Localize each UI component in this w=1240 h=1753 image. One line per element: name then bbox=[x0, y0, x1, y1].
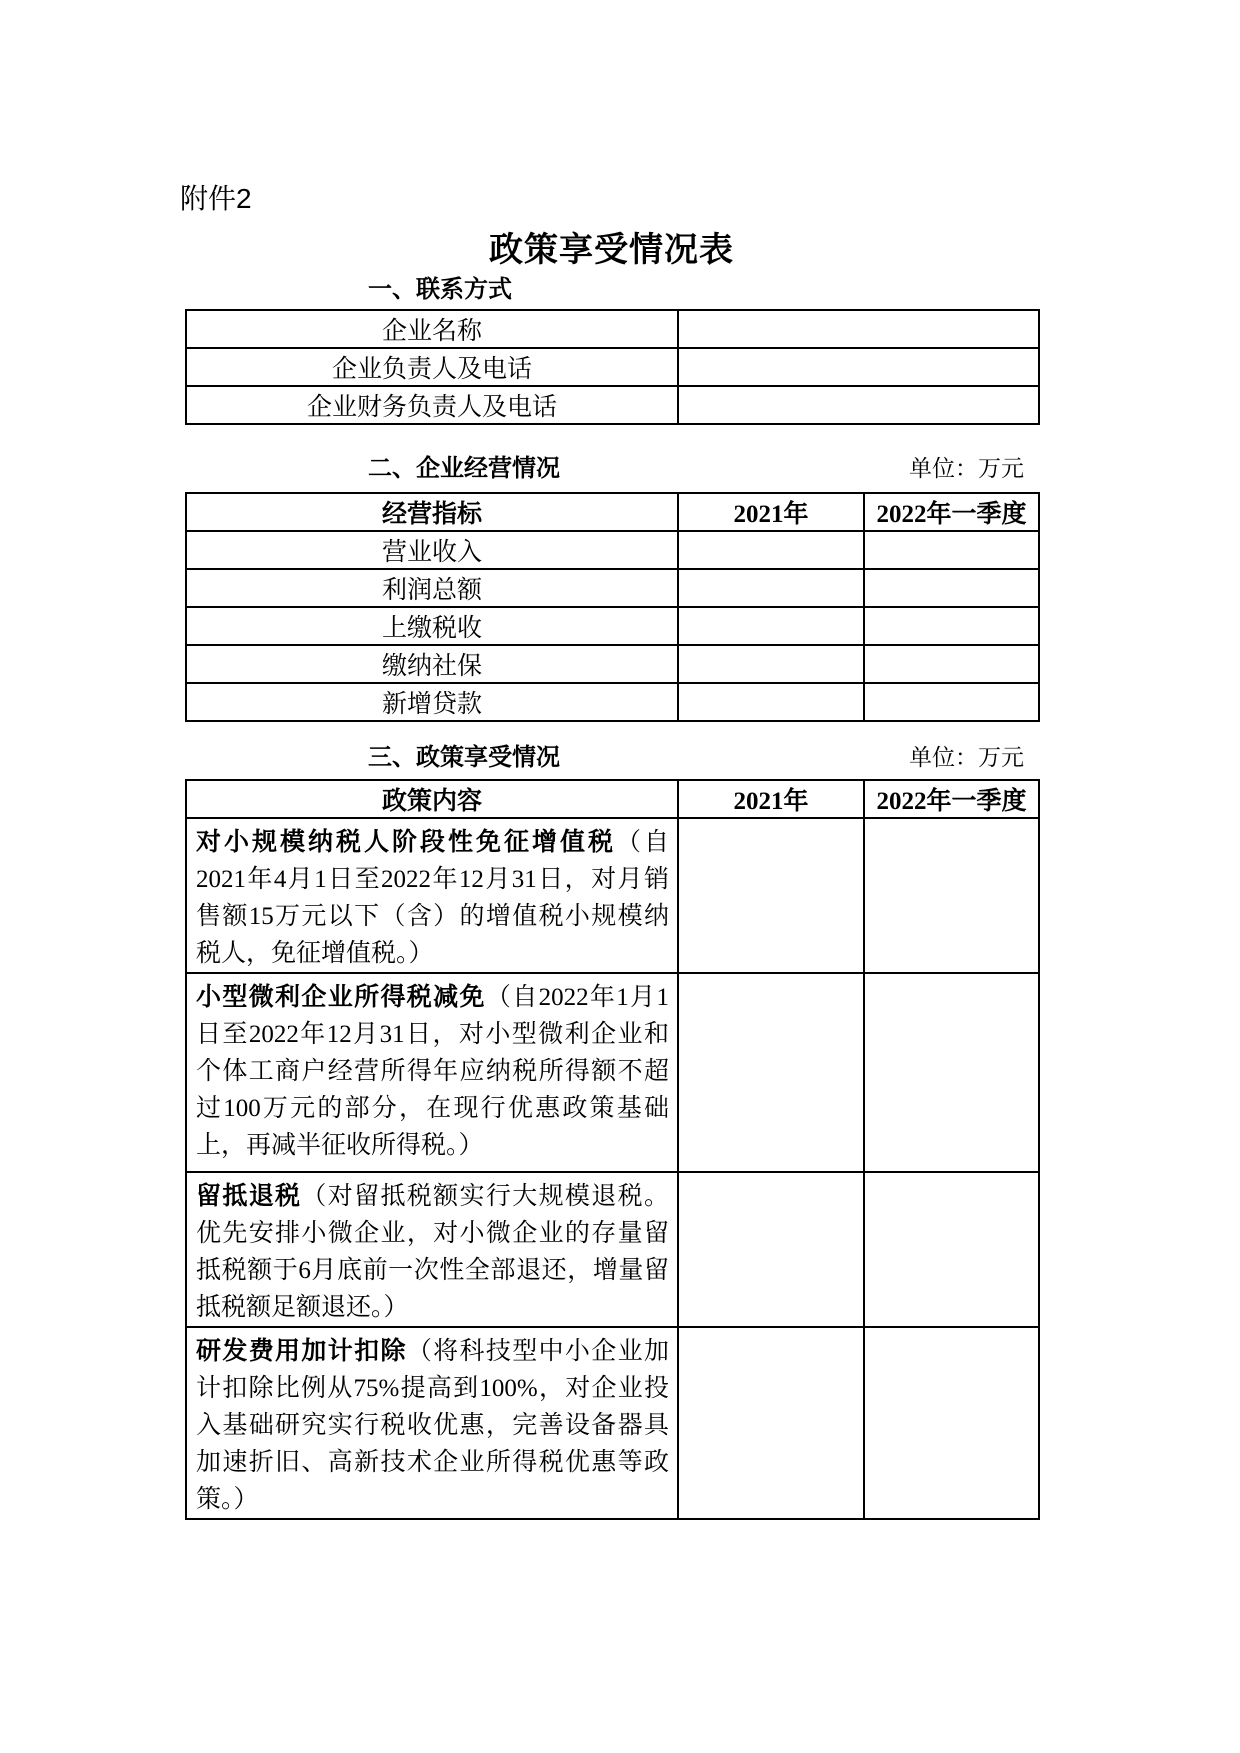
policy-col-header-2021: 2021年 bbox=[678, 780, 864, 818]
section-policy-heading-row bbox=[185, 744, 1038, 772]
contact-label-manager-phone: 企业负责人及电话 bbox=[186, 348, 678, 386]
table-row bbox=[186, 645, 1039, 683]
policy-row-credit-refund bbox=[186, 1172, 1039, 1327]
operating-value-profit-2021[interactable] bbox=[678, 569, 864, 607]
policy-col-header-content: 政策内容 bbox=[186, 780, 678, 818]
policy-row-rd-deduction bbox=[186, 1327, 1039, 1519]
operating-value-profit-2022q1[interactable] bbox=[864, 569, 1039, 607]
policy-col-header-2022q1: 2022年一季度 bbox=[864, 780, 1039, 818]
section-contact-heading-row bbox=[185, 276, 1038, 304]
operating-value-new-loans-2021[interactable] bbox=[678, 683, 864, 721]
policy-value-vat-2021[interactable] bbox=[678, 818, 864, 973]
policy-row-vat-exemption bbox=[186, 818, 1039, 973]
policy-description: （自2022年1月1日至2022年12月31日，对小型微利企业和个体工商户经营所得年应纳税所得额不超过100万元的部分，在现行优惠政策基础上，再减半征收所得税。） bbox=[196, 984, 669, 1159]
policy-value-rd-deduction-2022q1[interactable] bbox=[864, 1327, 1039, 1519]
policy-text-vat-exemption bbox=[186, 818, 678, 973]
operating-col-header-indicator: 经营指标 bbox=[186, 493, 678, 531]
policy-value-rd-deduction-2021[interactable] bbox=[678, 1327, 864, 1519]
page-title: 政策享受情况表 bbox=[489, 232, 734, 269]
operating-label-revenue: 营业收入 bbox=[186, 531, 678, 569]
operating-label-social-security: 缴纳社保 bbox=[186, 645, 678, 683]
table-row bbox=[186, 607, 1039, 645]
policy-value-credit-refund-2022q1[interactable] bbox=[864, 1172, 1039, 1327]
policy-title: 对小规模纳税人阶段性免征增值税 bbox=[196, 829, 616, 856]
operating-label-profit: 利润总额 bbox=[186, 569, 678, 607]
contact-label-company-name: 企业名称 bbox=[186, 310, 678, 348]
table-header-row bbox=[186, 493, 1039, 531]
operating-value-new-loans-2022q1[interactable] bbox=[864, 683, 1039, 721]
policy-text-rd-deduction bbox=[186, 1327, 678, 1519]
contact-value-finance-phone[interactable] bbox=[678, 386, 1039, 424]
section-operating-heading-row bbox=[185, 455, 1038, 483]
table-row bbox=[186, 569, 1039, 607]
policy-value-vat-2022q1[interactable] bbox=[864, 818, 1039, 973]
policy-title: 研发费用加计扣除 bbox=[196, 1338, 407, 1365]
operating-value-revenue-2022q1[interactable] bbox=[864, 531, 1039, 569]
policy-unit-label: 单位：万元 bbox=[909, 745, 1024, 770]
contact-label-finance-phone: 企业财务负责人及电话 bbox=[186, 386, 678, 424]
operating-label-new-loans: 新增贷款 bbox=[186, 683, 678, 721]
operating-col-header-2021: 2021年 bbox=[678, 493, 864, 531]
operating-value-social-security-2021[interactable] bbox=[678, 645, 864, 683]
policy-row-income-tax-reduction bbox=[186, 973, 1039, 1172]
policy-text-income-tax-reduction bbox=[186, 973, 678, 1172]
table-row bbox=[186, 348, 1039, 386]
section-policy-heading: 三、政策享受情况 bbox=[368, 744, 560, 771]
policy-description: （对留抵税额实行大规模退税。优先安排小微企业，对小微企业的存量留抵税额于6月底前一次性全部退还，增量留抵税额足额退还。） bbox=[196, 1183, 669, 1321]
policy-description: （自2021年4月1日至2022年12月31日，对月销售额15万元以下（含）的增值税小规模纳税人，免征增值税。） bbox=[196, 829, 669, 967]
policy-table bbox=[185, 779, 1040, 1520]
attachment-label: 附件2 bbox=[180, 183, 252, 214]
table-row bbox=[186, 310, 1039, 348]
table-row bbox=[186, 386, 1039, 424]
section-operating-heading: 二、企业经营情况 bbox=[368, 455, 560, 482]
policy-value-credit-refund-2021[interactable] bbox=[678, 1172, 864, 1327]
operating-unit-label: 单位：万元 bbox=[909, 456, 1024, 481]
table-header-row bbox=[186, 780, 1039, 818]
policy-description: （将科技型中小企业加计扣除比例从75%提高到100%，对企业投入基础研究实行税收优惠，完善设备器具加速折旧、高新技术企业所得税优惠等政策。） bbox=[196, 1338, 669, 1513]
table-row bbox=[186, 683, 1039, 721]
section-contact-heading: 一、联系方式 bbox=[368, 276, 512, 303]
operating-value-tax-paid-2022q1[interactable] bbox=[864, 607, 1039, 645]
policy-value-income-tax-2021[interactable] bbox=[678, 973, 864, 1172]
policy-value-income-tax-2022q1[interactable] bbox=[864, 973, 1039, 1172]
policy-title: 留抵退税 bbox=[196, 1183, 302, 1210]
contact-value-manager-phone[interactable] bbox=[678, 348, 1039, 386]
contact-value-company-name[interactable] bbox=[678, 310, 1039, 348]
operating-value-social-security-2022q1[interactable] bbox=[864, 645, 1039, 683]
operating-table bbox=[185, 492, 1040, 722]
policy-text-credit-refund bbox=[186, 1172, 678, 1327]
operating-label-tax-paid: 上缴税收 bbox=[186, 607, 678, 645]
table-row bbox=[186, 531, 1039, 569]
operating-value-tax-paid-2021[interactable] bbox=[678, 607, 864, 645]
operating-col-header-2022q1: 2022年一季度 bbox=[864, 493, 1039, 531]
contact-table bbox=[185, 309, 1040, 425]
policy-title: 小型微利企业所得税减免 bbox=[196, 984, 486, 1011]
operating-value-revenue-2021[interactable] bbox=[678, 531, 864, 569]
